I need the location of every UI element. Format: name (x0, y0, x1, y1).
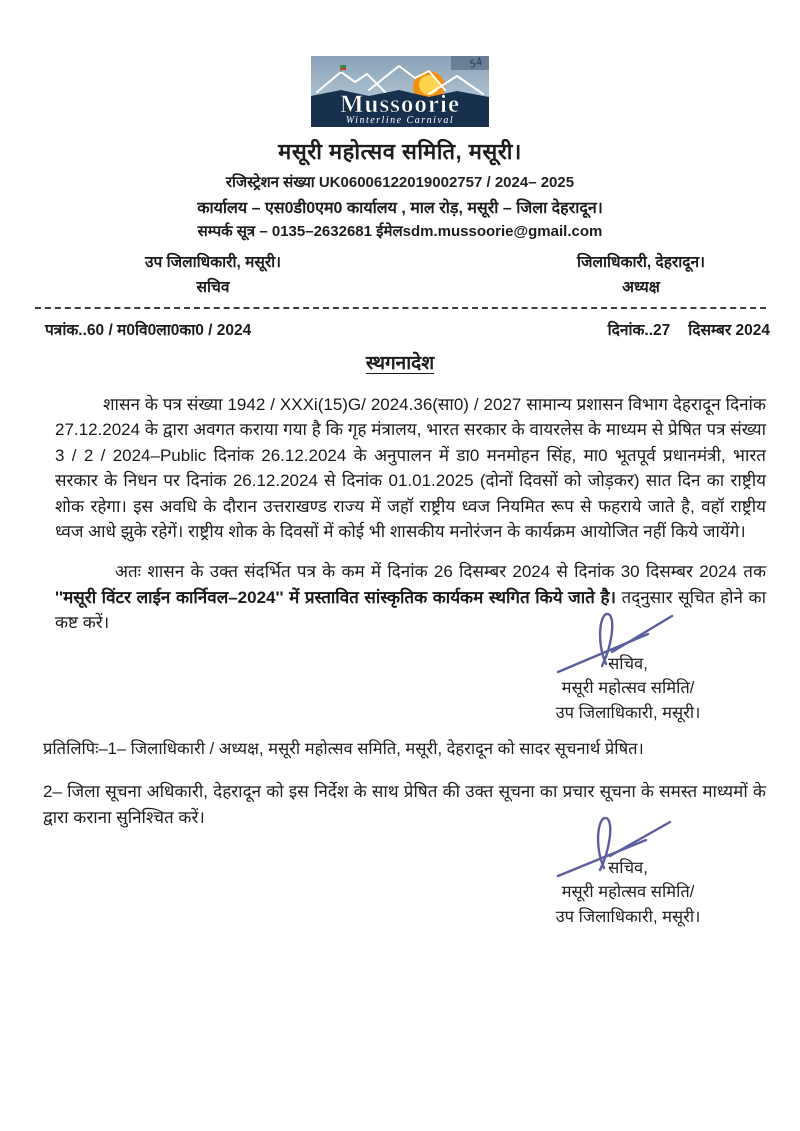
registration-line (0, 172, 800, 192)
registration-label: रजिस्ट्रेशन संख्या (225, 174, 315, 191)
carnival-logo (311, 56, 489, 127)
logo-subtitle: Winterline Carnival (345, 115, 455, 126)
right-official-name: जिलाधिकारी, देहरादून। (577, 254, 705, 271)
signer-designation: उप जिलाधिकारी, मसूरी। (555, 703, 701, 722)
carnival-logo-image (311, 56, 489, 127)
letter-number: पत्रांक..60 / म0वि0ला0का0 / 2024 (45, 322, 252, 339)
left-official-name: उप जिलाधिकारी, मसूरी। (145, 254, 282, 271)
contact-email: sdm.mussoorie@gmail.com (402, 223, 603, 240)
officials-row (0, 250, 800, 297)
ref-row (45, 318, 770, 340)
separator-line (35, 307, 766, 309)
doc-heading-text: स्थगनादेश (365, 353, 435, 374)
registration-number: UK06006122019002757 / 2024– 2025 (318, 174, 575, 191)
signer-org: मसूरी महोत्सव समिति/ (561, 883, 695, 902)
para-1: शासन के पत्र संख्या 1942 / XXXi(15)G/ 2024.36(सा0) / 2027 सामान्य प्रशासन विभाग देहरादून दिनांक 27.12.2024 के द्वारा अवगत कराया गया है कि गृह मंत्रालय, भारत सरकार के वायरलेस के माध्यम से प्रेषित पत्र संख्या 3 / 2 / 2024–Public दिनांक 26.12.2024 के अनुपालन में डा0 मनमोहन सिंह, मा0 भूतपूर्व प्रधानमंत्री, भारत सरकार के निधन पर दिनांक 26.12.2024 से दिनांक 01.01.2025 (दोनों दिवसों को जोड़कर) सात दिन का राष्ट्रीय शोक रहेगा। इस अवधि के दौरान उत्तराखण्ड राज्य में जहॉ राष्ट्रीय ध्वज नियमित रूप से फहराये जाते है, वहॉ राष्ट्रीय ध्वज आधे झुके रहेगें। राष्ट्रीय शोक के दिवसों में कोई भी शासकीय मनोरंजन के कार्यक्रम आयोजित नहीं किये जायेंगे। (55, 395, 766, 542)
contact-label: सम्पर्क सूत्र – 0135–2632681 ईमेल (197, 223, 403, 240)
copy-item-2: 2– जिला सूचना अधिकारी, देहरादून को इस निर्देश के साथ प्रेषित की उक्त सूचना का प्रचार सूचना के समस्त माध्यमों के द्वारा कराना सुनिश्चित करें। (43, 782, 766, 827)
right-official (577, 250, 705, 297)
contact-line (0, 221, 800, 241)
para-2-emphasis: ''मसूरी विंटर लाईन कार्निवल–2024'' में प्रस्तावित सांस्कृतिक कार्यकम स्थगित किये जाते है। (55, 587, 616, 607)
signer-designation: उप जिलाधिकारी, मसूरी। (555, 907, 701, 926)
left-official-role: सचिव (196, 279, 230, 296)
signer-role: सचिव, (608, 858, 648, 877)
date-value: दिसम्बर 2024 (688, 322, 770, 339)
left-official (145, 250, 281, 297)
org-title: मसूरी महोत्सव समिति, मसूरी। (278, 139, 522, 164)
handwritten-mark: 54 (468, 56, 484, 71)
signature-block-2 (528, 856, 728, 930)
doc-heading (0, 349, 800, 375)
signer-org: मसूरी महोत्सव समिति/ (561, 679, 695, 698)
para-2-close: तद्नुसार सूचित होने का कष्ट करें। (55, 587, 766, 633)
logo-title: Mussoorie (339, 91, 461, 118)
office-address-line: कार्यालय – एस0डी0एम0 कार्यालय , माल रोड़, मसूरी – जिला देहरादून। (197, 200, 603, 217)
right-official-role: अध्यक्ष (622, 279, 660, 296)
para-2-lead: अतः शासन के उक्त संदर्भित पत्र के कम में दिनांक 26 दिसम्बर 2024 से दिनांक 30 दिसम्बर 2024 तक (115, 562, 766, 582)
copy-item-1: प्रतिलिपिः–1– जिलाधिकारी / अध्यक्ष, मसूरी महोत्सव समिति, मसूरी, देहरादून को सादर सूचनार्थ प्रेषित। (43, 740, 644, 759)
signer-role: सचिव, (608, 654, 648, 673)
letter-date (608, 318, 770, 340)
letterhead (0, 56, 800, 309)
date-label: दिनांक..27 (607, 322, 671, 339)
para-2 (55, 559, 766, 635)
signature-block-1 (528, 652, 728, 726)
